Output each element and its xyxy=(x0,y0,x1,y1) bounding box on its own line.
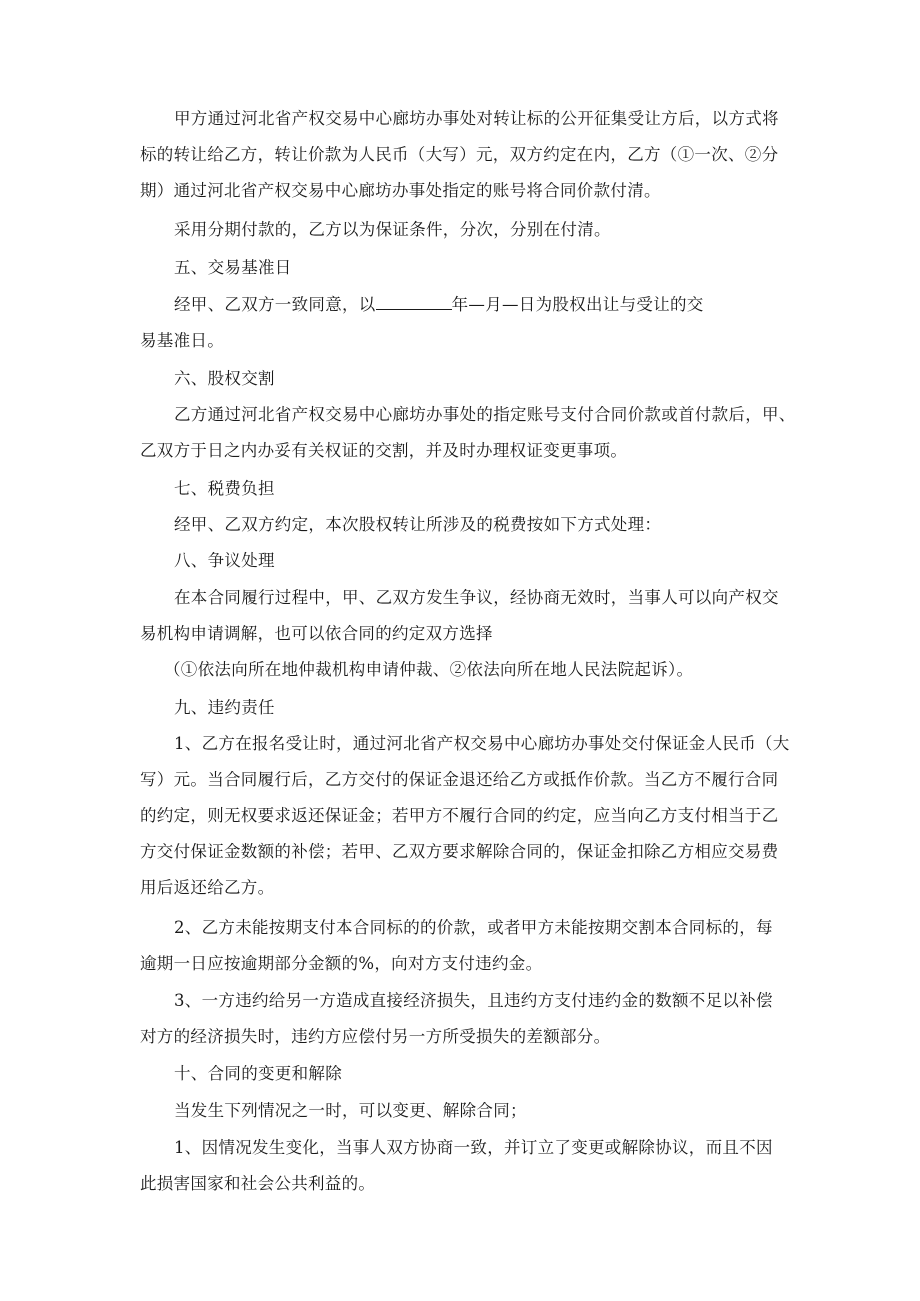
text-line: 乙双方于日之内办妥有关权证的交割，并及时办理权证变更事项。 xyxy=(140,441,628,460)
text-line: 此损害国家和社会公共利益的。 xyxy=(140,1174,376,1193)
text-line: 甲方通过河北省产权交易中心廊坊办事处对转让标的公开征集受让方后，以方式将 xyxy=(174,109,779,128)
text-line: 采用分期付款的，乙方以为保证条件，分次，分别在付清。 xyxy=(174,220,611,239)
text-line: 经甲、乙双方约定，本次股权转让所涉及的税费按如下方式处理： xyxy=(174,515,662,534)
section-heading-9: 九、违约责任 xyxy=(174,698,275,717)
text-line: 期）通过河北省产权交易中心廊坊办事处指定的账号将合同价款付清。 xyxy=(140,181,661,200)
blank-field-year xyxy=(376,295,452,310)
paragraph-breach-1 xyxy=(140,726,805,906)
section-heading-5: 五、交易基准日 xyxy=(174,258,292,277)
section-heading-7: 七、税费负担 xyxy=(174,479,275,498)
text-line: 用后返还给乙方。 xyxy=(140,878,275,897)
text-line xyxy=(140,287,805,323)
text-line: 在本合同履行过程中，甲、乙双方发生争议，经协商无效时，当事人可以向产权交 xyxy=(174,588,779,607)
paragraph-transfer-method xyxy=(140,101,805,209)
text-line: （①依法向所在地仲裁机构申请仲裁、②依法向所在地人民法院起诉）。 xyxy=(164,660,694,679)
text-fragment: 经甲、乙双方一致同意，以 xyxy=(174,295,376,314)
text-line: 2、乙方未能按期支付本合同标的的价款，或者甲方未能按期交割本合同标的，每 xyxy=(174,918,773,937)
paragraph-equity-delivery xyxy=(140,397,805,469)
paragraph-change-1 xyxy=(140,1130,805,1202)
text-line: 标的转让给乙方，转让价款为人民币（大写）元，双方约定在内，乙方（①一次、②分 xyxy=(140,145,779,164)
paragraph-installment xyxy=(140,212,805,248)
paragraph-base-date xyxy=(140,287,805,359)
text-line: 1、因情况发生变化，当事人双方协商一致，并订立了变更或解除协议，而且不因 xyxy=(174,1138,773,1157)
section-heading-8: 八、争议处理 xyxy=(174,551,275,570)
text-line: 1、乙方在报名受让时，通过河北省产权交易中心廊坊办事处交付保证金人民币（大 xyxy=(174,734,790,753)
section-heading-6: 六、股权交割 xyxy=(174,369,275,388)
paragraph-breach-2 xyxy=(140,910,805,982)
text-fragment: 年—月—日为股权出让与受让的交 xyxy=(451,295,704,314)
section-heading-10: 十、合同的变更和解除 xyxy=(174,1064,342,1083)
paragraph-dispute xyxy=(140,580,805,688)
text-line: 当发生下列情况之一时，可以变更、解除合同； xyxy=(174,1101,527,1120)
text-line: 对方的经济损失时，违约方应偿付另一方所受损失的差额部分。 xyxy=(140,1027,611,1046)
text-line: 3、一方违约给另一方造成直接经济损失，且违约方支付违约金的数额不足以补偿 xyxy=(174,991,773,1010)
text-line: 写）元。当合同履行后，乙方交付的保证金退还给乙方或抵作价款。当乙方不履行合同 xyxy=(140,770,779,789)
text-line: 乙方通过河北省产权交易中心廊坊办事处的指定账号支付合同价款或首付款后，甲、 xyxy=(174,405,796,424)
text-line: 逾期一日应按逾期部分金额的%，向对方支付违约金。 xyxy=(140,954,543,973)
paragraph-change-conditions xyxy=(140,1093,805,1129)
text-line: 的约定，则无权要求返还保证金；若甲方不履行合同的约定，应当向乙方支付相当于乙 xyxy=(140,806,779,825)
text-line: 易基准日。 xyxy=(140,331,224,350)
text-line: 方交付保证金数额的补偿；若甲、乙双方要求解除合同的，保证金扣除乙方相应交易费 xyxy=(140,842,779,861)
paragraph-taxes xyxy=(140,507,805,543)
text-line: 易机构申请调解，也可以依合同的约定双方选择 xyxy=(140,624,493,643)
paragraph-breach-3 xyxy=(140,983,805,1055)
